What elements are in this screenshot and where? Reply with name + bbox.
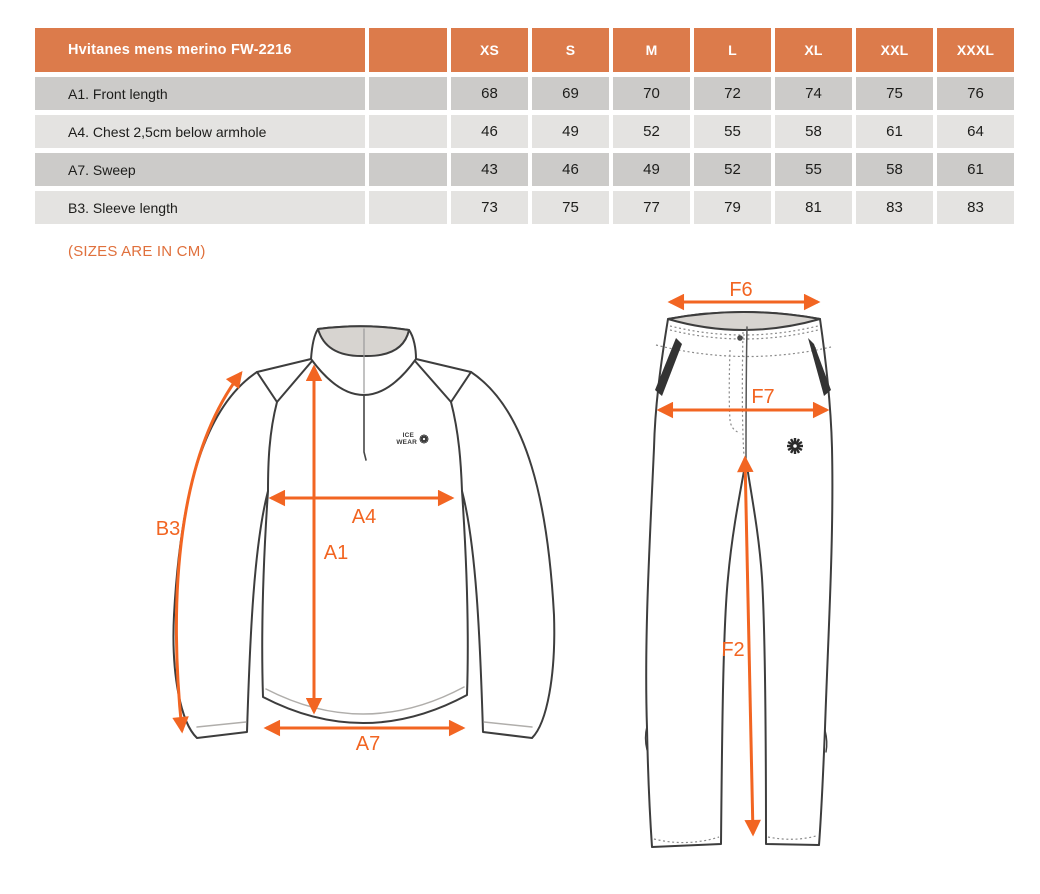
table-title: Hvitanes mens merino FW-2216: [35, 28, 365, 72]
size-table: [35, 28, 1014, 224]
row-spacer: [369, 191, 447, 224]
pants-diagram: [610, 278, 890, 878]
measure-label-b3: B3: [155, 518, 181, 540]
size-value: 61: [856, 115, 933, 148]
pants-outline: [646, 312, 833, 847]
measure-label-f6: F6: [729, 279, 753, 301]
row-spacer: [369, 77, 447, 110]
logo-text-line1: ICE: [402, 432, 414, 439]
shirt-diagram: [140, 295, 600, 775]
logo-text-line2: WEAR: [396, 439, 417, 446]
size-value: 72: [694, 77, 771, 110]
size-header-xxxl: XXXL: [937, 28, 1014, 72]
measure-label-a4: A4: [351, 506, 377, 528]
size-value: 52: [694, 153, 771, 186]
size-value: 49: [613, 153, 690, 186]
size-value: 49: [532, 115, 609, 148]
measure-label-a1: A1: [323, 542, 349, 564]
size-value: 81: [775, 191, 852, 224]
size-value: 75: [856, 77, 933, 110]
measure-arrow-f2: [745, 458, 753, 834]
size-header-xxl: XXL: [856, 28, 933, 72]
waist-button: [737, 335, 743, 341]
size-value: 83: [856, 191, 933, 224]
size-value: 58: [775, 115, 852, 148]
size-value: 79: [694, 191, 771, 224]
size-header-xs: XS: [451, 28, 528, 72]
size-value: 58: [856, 153, 933, 186]
row-spacer: [369, 153, 447, 186]
size-value: 75: [532, 191, 609, 224]
size-header-l: L: [694, 28, 771, 72]
row-label: A4. Chest 2,5cm below armhole: [35, 115, 365, 148]
size-header-xl: XL: [775, 28, 852, 72]
size-value: 73: [451, 191, 528, 224]
size-value: 55: [694, 115, 771, 148]
size-value: 76: [937, 77, 1014, 110]
size-value: 61: [937, 153, 1014, 186]
row-label: B3. Sleeve length: [35, 191, 365, 224]
row-label: A1. Front length: [35, 77, 365, 110]
size-value: 43: [451, 153, 528, 186]
table-header-spacer: [369, 28, 447, 72]
size-value: 64: [937, 115, 1014, 148]
units-note: (SIZES ARE IN CM): [68, 243, 206, 260]
size-value: 52: [613, 115, 690, 148]
size-header-s: S: [532, 28, 609, 72]
size-value: 68: [451, 77, 528, 110]
size-value: 46: [532, 153, 609, 186]
size-value: 55: [775, 153, 852, 186]
row-spacer: [369, 115, 447, 148]
row-label: A7. Sweep: [35, 153, 365, 186]
size-value: 83: [937, 191, 1014, 224]
size-header-m: M: [613, 28, 690, 72]
size-value: 74: [775, 77, 852, 110]
measure-label-f7: F7: [751, 386, 775, 408]
size-value: 69: [532, 77, 609, 110]
measure-label-f2: F2: [721, 639, 745, 661]
size-value: 46: [451, 115, 528, 148]
measure-label-a7: A7: [355, 733, 381, 755]
size-value: 70: [613, 77, 690, 110]
size-value: 77: [613, 191, 690, 224]
